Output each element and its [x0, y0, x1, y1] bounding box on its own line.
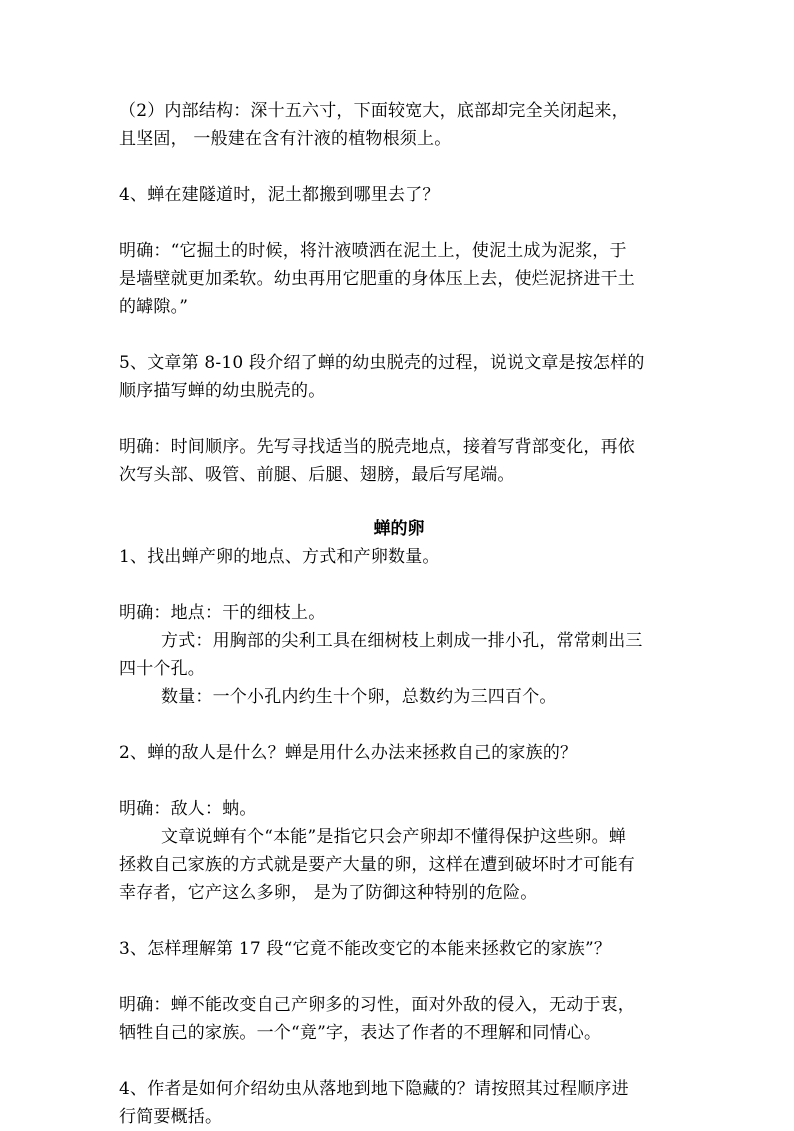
text-line: 顺序描写蝉的幼虫脱壳的。 [119, 381, 326, 401]
text-line: 幸存者，它产这么多卵， 是为了防御这种特别的危险。 [119, 883, 538, 903]
text-line: 4、作者是如何介绍幼虫从落地到地下隐藏的？请按照其过程顺序进 [119, 1079, 629, 1099]
section2-question-3 [119, 935, 679, 963]
text-line: 方式：用胸部的尖利工具在细树枝上刺成一排小孔，常常刺出三 [161, 631, 643, 651]
text-line: 是墙壁就更加柔软。幼虫再用它肥重的身体压上去，使烂泥挤进干土 [119, 269, 635, 289]
text-line: 行简要概括。 [119, 1107, 223, 1127]
section2-answer-2 [119, 795, 679, 907]
text-line: 的罅隙。” [119, 297, 189, 317]
question-5 [119, 349, 679, 405]
text-line: 5、文章第 8-10 段介绍了蝉的幼虫脱壳的过程，说说文章是按怎样的 [119, 353, 645, 373]
text-line: 4、蝉在建隧道时，泥土都搬到哪里去了？ [119, 185, 440, 205]
section2-question-2 [119, 739, 679, 767]
answer-5 [119, 433, 679, 489]
text-line: 拯救自己家族的方式就是要产大量的卵，这样在遭到破坏时才可能有 [119, 855, 635, 875]
text-line: 数量：一个小孔内约生十个卵，总数约为三四百个。 [161, 687, 557, 707]
text-line: 次写头部、吸管、前腿、后腿、翅膀，最后写尾端。 [119, 465, 515, 485]
text-line: 2、蝉的敌人是什么？蝉是用什么办法来拯救自己的家族的？ [119, 743, 578, 763]
text-line: 明确：敌人：蚋。 [119, 799, 257, 819]
text-line: 且坚固， 一般建在含有汁液的植物根须上。 [119, 129, 452, 149]
section2-answer-3 [119, 991, 679, 1047]
section-title: 蝉的卵 [373, 519, 425, 539]
section2-answer-1 [119, 599, 679, 711]
text-line: 文章说蝉有个“本能”是指它只会产卵却不懂得保护这些卵。蝉 [161, 827, 626, 847]
document-body [119, 97, 679, 1131]
section2-question-1 [119, 543, 679, 571]
text-line: 明确：时间顺序。先写寻找适当的脱壳地点，接着写背部变化，再依 [119, 437, 635, 457]
paragraph-internal-structure [119, 97, 679, 153]
text-line: （2）内部结构：深十五六寸，下面较宽大，底部却完全关闭起来， [119, 101, 629, 121]
text-line: 明确：“它掘土的时候，将汁液喷洒在泥土上，使泥土成为泥浆，于 [119, 241, 627, 261]
question-4 [119, 181, 679, 209]
text-line: 牺牲自己的家族。一个“竟”字，表达了作者的不理解和同情心。 [119, 1023, 602, 1043]
text-line: 3、怎样理解第 17 段“它竟不能改变它的本能来拯救它的家族”？ [119, 939, 612, 959]
text-line: 明确：地点：干的细枝上。 [119, 603, 326, 623]
text-line: 明确：蝉不能改变自己产卵多的习性，面对外敌的侵入，无动于衷， [119, 995, 635, 1015]
text-line: 1、找出蝉产卵的地点、方式和产卵数量。 [119, 547, 440, 567]
text-line: 四十个孔。 [119, 659, 205, 679]
answer-4 [119, 237, 679, 321]
